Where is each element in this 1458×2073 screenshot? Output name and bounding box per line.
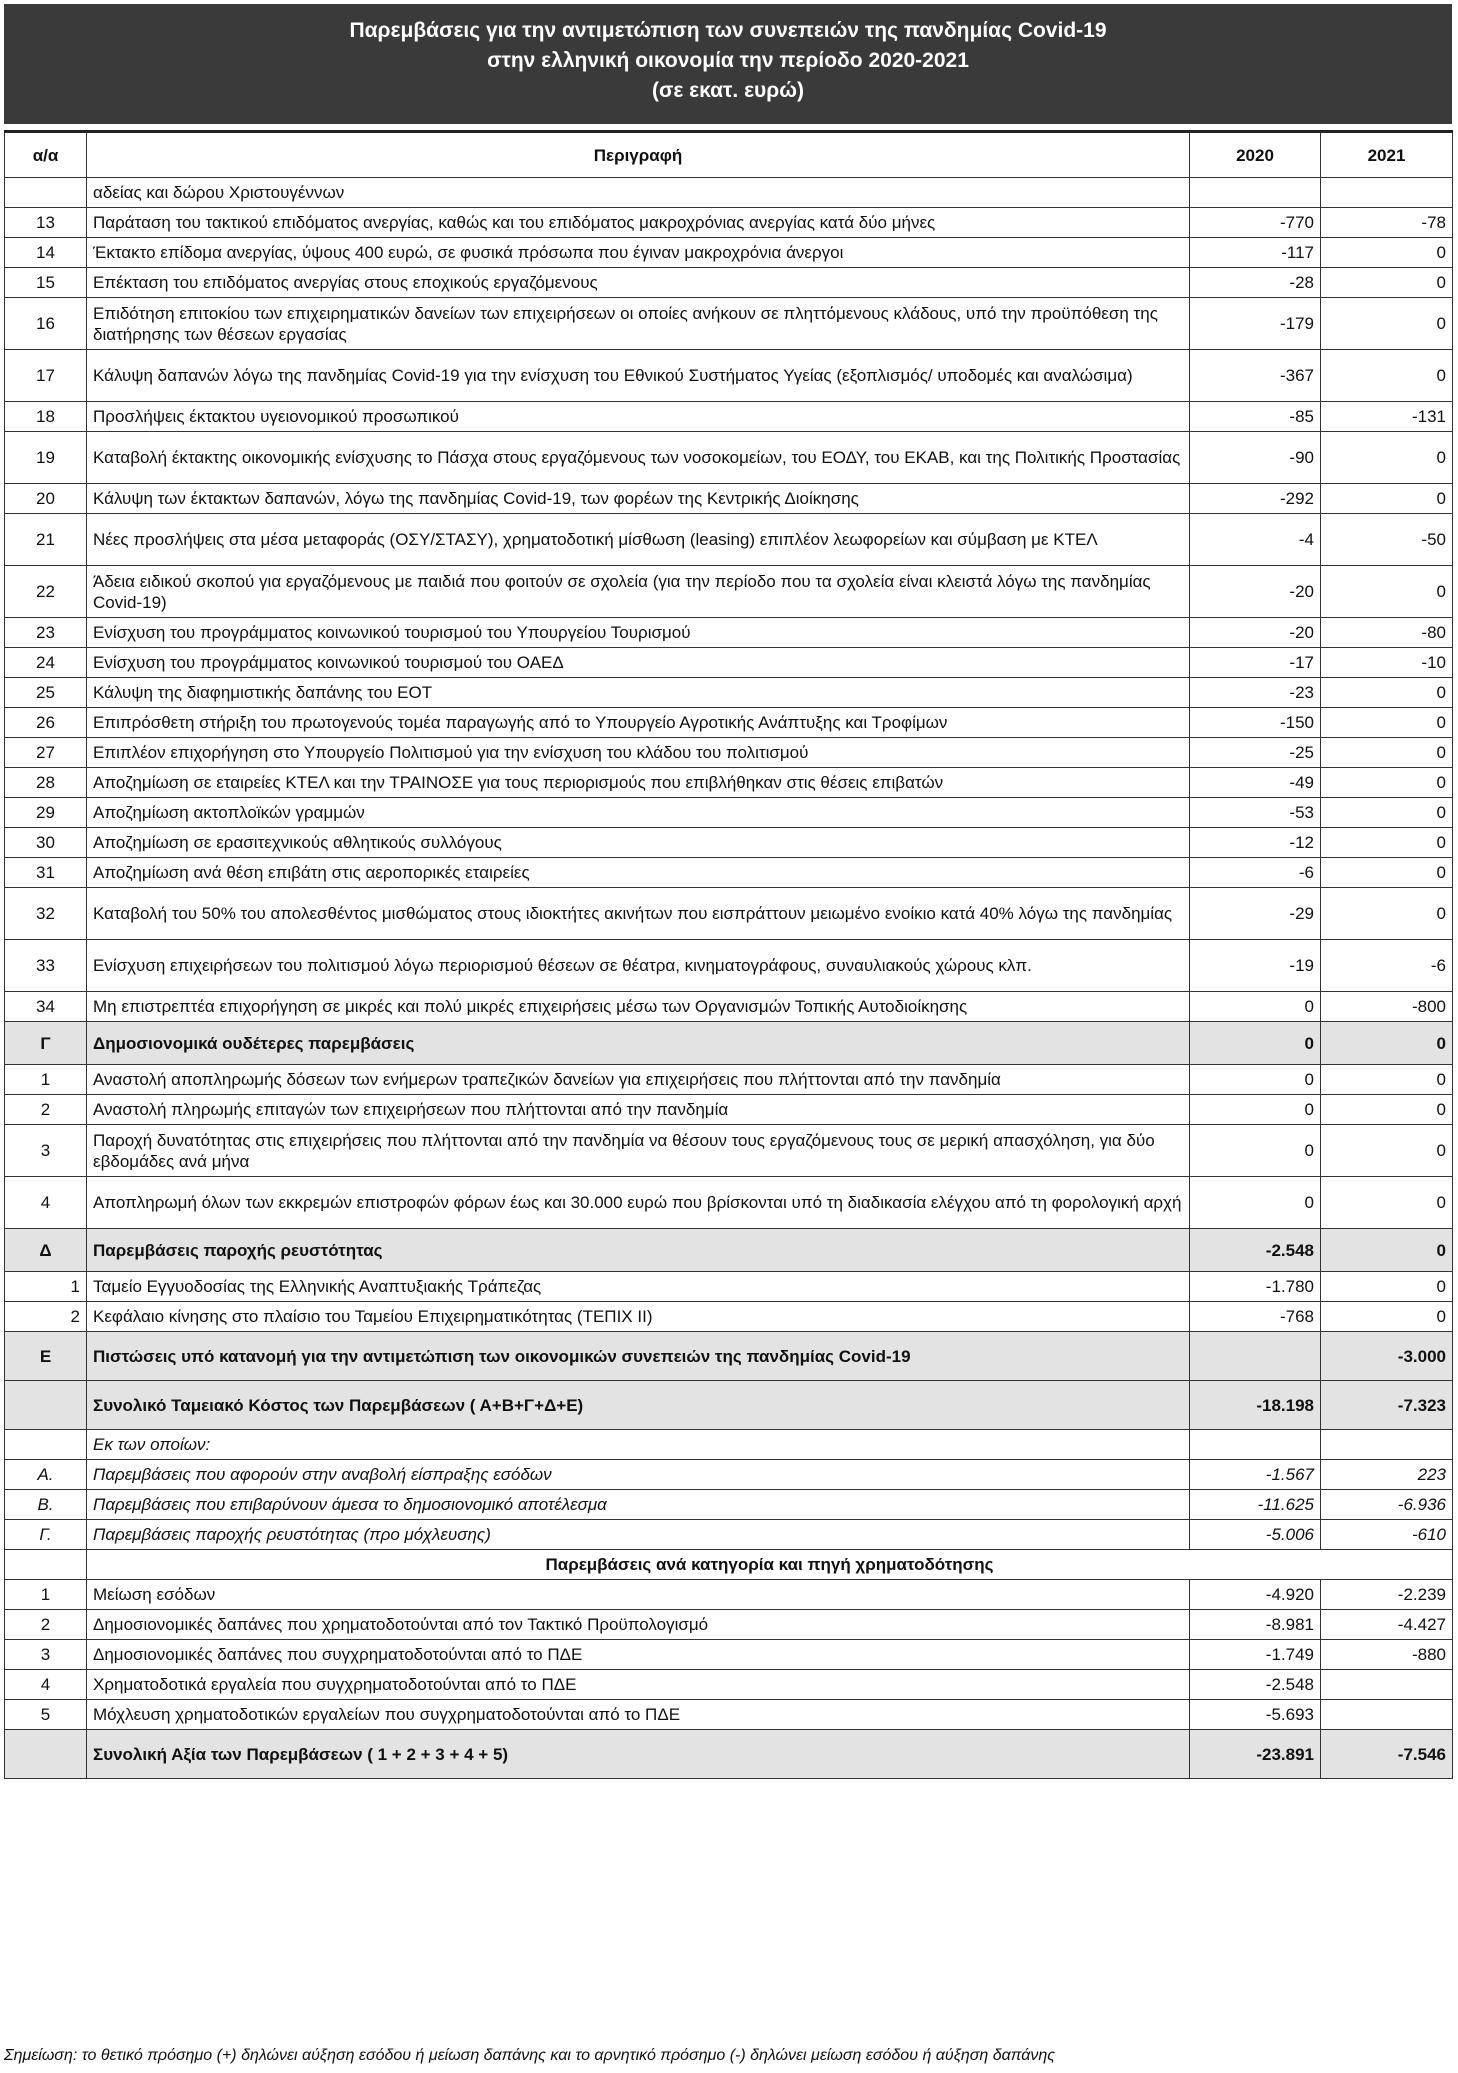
footnote: Σημείωση: το θετικό πρόσημο (+) δηλώνει αύξηση εσόδου ή μείωση δαπάνης και το αρνητικό πρόσημο (-) δηλώνει μείωση εσόδου ή αύξηση δαπάνης (4, 2047, 1055, 2064)
row-value-2021: -10 (1321, 648, 1453, 678)
row-index: 18 (5, 402, 87, 432)
row-index: Α. (5, 1460, 87, 1490)
row-value-2021: 0 (1321, 1177, 1453, 1229)
table-row (5, 940, 1453, 992)
row-value-2021: 0 (1321, 350, 1453, 402)
row-value-2020: -2.548 (1190, 1229, 1321, 1272)
row-value-2020: -53 (1190, 798, 1321, 828)
title-line-1: Παρεμβάσεις για την αντιμετώπιση των συνεπειών της πανδημίας Covid-19 (349, 19, 1107, 42)
row-value-2020: -8.981 (1190, 1610, 1321, 1640)
row-index: Γ (5, 1022, 87, 1065)
row-value-2020: -4.920 (1190, 1580, 1321, 1610)
row-index: 17 (5, 350, 87, 402)
row-description: Εκ των οποίων: (87, 1430, 1190, 1460)
row-index: 4 (5, 1670, 87, 1700)
row-description: Ταμείο Εγγυοδοσίας της Ελληνικής Αναπτυξιακής Τράπεζας (87, 1272, 1190, 1302)
table-row (5, 1640, 1453, 1670)
row-value-2020: -5.693 (1190, 1700, 1321, 1730)
row-description: Μη επιστρεπτέα επιχορήγηση σε μικρές και πολύ μικρές επιχειρήσεις μέσω των Οργανισμών Τοπικής Αυτοδιοίκησης (87, 992, 1190, 1022)
row-index: 20 (5, 484, 87, 514)
row-value-2020: -1.749 (1190, 1640, 1321, 1670)
table-row (5, 208, 1453, 238)
row-value-2021: 0 (1321, 738, 1453, 768)
row-value-2020: -367 (1190, 350, 1321, 402)
row-value-2020: -6 (1190, 858, 1321, 888)
row-index: 26 (5, 708, 87, 738)
table-row (5, 1302, 1453, 1332)
row-value-2020: -29 (1190, 888, 1321, 940)
row-index: 15 (5, 268, 87, 298)
row-value-2021 (1321, 1430, 1453, 1460)
table-row (5, 648, 1453, 678)
row-description: Επιπρόσθετη στήριξη του πρωτογενούς τομέα παραγωγής από το Υπουργείο Αγροτικής Ανάπτυξης και Τροφίμων (87, 708, 1190, 738)
table-row (5, 484, 1453, 514)
row-description: Παράταση του τακτικού επιδόματος ανεργίας, καθώς και του επιδόματος μακροχρόνιας ανεργίας κατά δύο μήνες (87, 208, 1190, 238)
table-row (5, 1520, 1453, 1550)
row-description: Μόχλευση χρηματοδοτικών εργαλείων που συγχρηματοδοτούνται από το ΠΔΕ (87, 1700, 1190, 1730)
table-row (5, 514, 1453, 566)
row-value-2020: 0 (1190, 1065, 1321, 1095)
row-index: Ε (5, 1332, 87, 1381)
row-value-2021: 0 (1321, 678, 1453, 708)
row-value-2020: -5.006 (1190, 1520, 1321, 1550)
row-value-2020: -19 (1190, 940, 1321, 992)
row-value-2020: -18.198 (1190, 1381, 1321, 1430)
row-description: Έκτακτο επίδομα ανεργίας, ύψους 400 ευρώ, σε φυσικά πρόσωπα που έγιναν μακροχρόνια άνεργοι (87, 238, 1190, 268)
col-header-2021: 2021 (1321, 132, 1453, 178)
row-value-2021: -7.546 (1321, 1730, 1453, 1779)
row-description: Αποζημίωση σε ερασιτεχνικούς αθλητικούς συλλόγους (87, 828, 1190, 858)
total-row (5, 1730, 1453, 1779)
row-index: 14 (5, 238, 87, 268)
table-row (5, 1460, 1453, 1490)
row-description: Αναστολή αποπληρωμής δόσεων των ενήμερων τραπεζικών δανείων για επιχειρήσεις που πλήττονται από την πανδημία (87, 1065, 1190, 1095)
row-description: Κάλυψη της διαφημιστικής δαπάνης του ΕΟΤ (87, 678, 1190, 708)
table-row (5, 1272, 1453, 1302)
table-row (5, 432, 1453, 484)
row-value-2021 (1321, 1700, 1453, 1730)
section-row (5, 1229, 1453, 1272)
row-description: Καταβολή έκτακτης οικονομικής ενίσχυσης το Πάσχα στους εργαζόμενους των νοσοκομείων, του ΕΟΔΥ, του ΕΚΑΒ, και της Πολιτικής Προστασίας (87, 432, 1190, 484)
row-value-2021: -880 (1321, 1640, 1453, 1670)
row-index: 19 (5, 432, 87, 484)
row-value-2020 (1190, 1430, 1321, 1460)
row-value-2020: -1.780 (1190, 1272, 1321, 1302)
row-value-2021: 0 (1321, 768, 1453, 798)
row-description: Νέες προσλήψεις στα μέσα μεταφοράς (ΟΣΥ/ΣΤΑΣΥ), χρηματοδοτική μίσθωση (leasing) επιπλέον λεωφορείων και σύμβαση με ΚΤΕΛ (87, 514, 1190, 566)
row-index: 29 (5, 798, 87, 828)
row-value-2020: -179 (1190, 298, 1321, 350)
row-index: Β. (5, 1490, 87, 1520)
row-description: Παρεμβάσεις παροχής ρευστότητας (87, 1229, 1190, 1272)
table-row (5, 708, 1453, 738)
row-value-2020: 0 (1190, 1095, 1321, 1125)
row-value-2021: -800 (1321, 992, 1453, 1022)
row-value-2021: 0 (1321, 858, 1453, 888)
row-value-2020: 0 (1190, 992, 1321, 1022)
row-description: Επιπλέον επιχορήγηση στο Υπουργείο Πολιτισμού για την ενίσχυση του κλάδου του πολιτισμού (87, 738, 1190, 768)
table-row (5, 1550, 1453, 1580)
table-row (5, 298, 1453, 350)
row-value-2021: -50 (1321, 514, 1453, 566)
section-row (5, 1022, 1453, 1065)
row-description: Παρεμβάσεις που αφορούν στην αναβολή είσπραξης εσόδων (87, 1460, 1190, 1490)
row-index: 24 (5, 648, 87, 678)
row-index: 34 (5, 992, 87, 1022)
table-row (5, 238, 1453, 268)
row-value-2020: -150 (1190, 708, 1321, 738)
row-value-2020: 0 (1190, 1177, 1321, 1229)
table-row (5, 1490, 1453, 1520)
table-row (5, 1670, 1453, 1700)
table-row (5, 402, 1453, 432)
table-row (5, 678, 1453, 708)
row-description: Αποζημίωση ανά θέση επιβάτη στις αεροπορικές εταιρείες (87, 858, 1190, 888)
row-index: 32 (5, 888, 87, 940)
row-value-2020: -1.567 (1190, 1460, 1321, 1490)
table-row (5, 992, 1453, 1022)
row-index: 4 (5, 1177, 87, 1229)
table-row (5, 618, 1453, 648)
row-index: 2 (5, 1610, 87, 1640)
row-value-2021: 0 (1321, 238, 1453, 268)
table-row (5, 1580, 1453, 1610)
row-value-2021: 0 (1321, 708, 1453, 738)
table-row (5, 1065, 1453, 1095)
table-body (5, 178, 1453, 1779)
row-index: 30 (5, 828, 87, 858)
row-index (5, 1381, 87, 1430)
row-description: Καταβολή του 50% του απολεσθέντος μισθώματος στους ιδιοκτήτες ακινήτων που εισπράττουν μειωμένο ενοίκιο κατά 40% λόγω της πανδημίας (87, 888, 1190, 940)
row-value-2021: 0 (1321, 432, 1453, 484)
table-row (5, 566, 1453, 618)
row-description: Προσλήψεις έκτακτου υγειονομικού προσωπικού (87, 402, 1190, 432)
row-index: 1 (5, 1580, 87, 1610)
row-value-2021: 0 (1321, 828, 1453, 858)
row-description: Άδεια ειδικού σκοπού για εργαζόμενους με παιδιά που φοιτούν σε σχολεία (για την περίοδο που τα σχολεία είναι κλειστά λόγω της πανδημίας Covid-19) (87, 566, 1190, 618)
row-description: Επέκταση του επιδόματος ανεργίας στους εποχικούς εργαζόμενους (87, 268, 1190, 298)
row-value-2020 (1190, 178, 1321, 208)
section-caption: Παρεμβάσεις ανά κατηγορία και πηγή χρηματοδότησης (87, 1550, 1453, 1580)
row-value-2021: 0 (1321, 1095, 1453, 1125)
row-index: 1 (5, 1272, 87, 1302)
row-description: Αναστολή πληρωμής επιταγών των επιχειρήσεων που πλήττονται από την πανδημία (87, 1095, 1190, 1125)
row-description: Παροχή δυνατότητας στις επιχειρήσεις που πλήττονται από την πανδημία να θέσουν τους εργαζόμενους τους σε μερική απασχόληση, για δύο εβδομάδες ανά μήνα (87, 1125, 1190, 1177)
row-value-2020: -117 (1190, 238, 1321, 268)
row-value-2021: -78 (1321, 208, 1453, 238)
row-description: Δημοσιονομικές δαπάνες που συγχρηματοδοτούνται από το ΠΔΕ (87, 1640, 1190, 1670)
row-description: Παρεμβάσεις που επιβαρύνουν άμεσα το δημοσιονομικό αποτέλεσμα (87, 1490, 1190, 1520)
row-value-2021: 0 (1321, 566, 1453, 618)
row-description: Αποπληρωμή όλων των εκκρεμών επιστροφών φόρων έως και 30.000 ευρώ που βρίσκονται υπό τη διαδικασία ελέγχου από τη φορολογική αρχή (87, 1177, 1190, 1229)
row-value-2021 (1321, 1670, 1453, 1700)
row-value-2021: 0 (1321, 798, 1453, 828)
row-index: Δ (5, 1229, 87, 1272)
row-value-2020: -768 (1190, 1302, 1321, 1332)
table-row (5, 1125, 1453, 1177)
row-index: 31 (5, 858, 87, 888)
row-index: Γ. (5, 1520, 87, 1550)
row-value-2020: -17 (1190, 648, 1321, 678)
row-value-2021 (1321, 178, 1453, 208)
row-description: Χρηματοδοτικά εργαλεία που συγχρηματοδοτούνται από το ΠΔΕ (87, 1670, 1190, 1700)
row-value-2020: -770 (1190, 208, 1321, 238)
row-value-2021: 0 (1321, 1022, 1453, 1065)
row-value-2021: 0 (1321, 1229, 1453, 1272)
row-value-2021: 223 (1321, 1460, 1453, 1490)
row-value-2021: 0 (1321, 1065, 1453, 1095)
table-row (5, 738, 1453, 768)
row-description: Δημοσιονομικές δαπάνες που χρηματοδοτούνται από τον Τακτικό Προϋπολογισμό (87, 1610, 1190, 1640)
row-value-2021: 0 (1321, 1272, 1453, 1302)
row-value-2020: -28 (1190, 268, 1321, 298)
section-row (5, 1381, 1453, 1430)
row-value-2020: -25 (1190, 738, 1321, 768)
row-description: Επιδότηση επιτοκίου των επιχειρηματικών δανείων των επιχειρήσεων οι οποίες ανήκουν σε πληττόμενους κλάδους, υπό την προϋπόθεση της διατήρησης των θέσεων εργασίας (87, 298, 1190, 350)
table-row (5, 178, 1453, 208)
row-description: Ενίσχυση του προγράμματος κοινωνικού τουρισμού του Υπουργείου Τουρισμού (87, 618, 1190, 648)
row-description: Μείωση εσόδων (87, 1580, 1190, 1610)
table-row (5, 828, 1453, 858)
row-index: 2 (5, 1095, 87, 1125)
row-value-2020: -2.548 (1190, 1670, 1321, 1700)
table-row (5, 1430, 1453, 1460)
table-row (5, 1700, 1453, 1730)
row-index: 16 (5, 298, 87, 350)
row-value-2021: 0 (1321, 1125, 1453, 1177)
row-value-2020: -90 (1190, 432, 1321, 484)
row-value-2021: 0 (1321, 484, 1453, 514)
row-index: 25 (5, 678, 87, 708)
row-description: Κεφάλαιο κίνησης στο πλαίσιο του Ταμείου Επιχειρηματικότητας (ΤΕΠΙΧ ΙΙ) (87, 1302, 1190, 1332)
row-description: Συνολικό Ταμειακό Κόστος των Παρεμβάσεων ( Α+Β+Γ+Δ+Ε) (87, 1381, 1190, 1430)
row-value-2021: -4.427 (1321, 1610, 1453, 1640)
row-value-2021: -610 (1321, 1520, 1453, 1550)
row-value-2021: -80 (1321, 618, 1453, 648)
row-value-2020: 0 (1190, 1022, 1321, 1065)
row-value-2021: 0 (1321, 888, 1453, 940)
row-index: 3 (5, 1125, 87, 1177)
row-value-2020: -12 (1190, 828, 1321, 858)
row-index: 13 (5, 208, 87, 238)
row-index: 33 (5, 940, 87, 992)
row-description: Κάλυψη των έκτακτων δαπανών, λόγω της πανδημίας Covid-19, των φορέων της Κεντρικής Διοίκησης (87, 484, 1190, 514)
row-index: 23 (5, 618, 87, 648)
row-value-2020: -11.625 (1190, 1490, 1321, 1520)
row-value-2020: -23 (1190, 678, 1321, 708)
row-index: 28 (5, 768, 87, 798)
section-row (5, 1332, 1453, 1381)
interventions-table (4, 130, 1453, 1779)
col-header-index: α/α (5, 132, 87, 178)
row-value-2020 (1190, 1332, 1321, 1381)
row-description: Αποζημίωση σε εταιρείες ΚΤΕΛ και την ΤΡΑΙΝΟΣΕ για τους περιορισμούς που επιβλήθηκαν στις θέσεις επιβατών (87, 768, 1190, 798)
row-value-2021: 0 (1321, 1302, 1453, 1332)
row-value-2020: -4 (1190, 514, 1321, 566)
table-row (5, 768, 1453, 798)
row-index: 5 (5, 1700, 87, 1730)
row-index (5, 1730, 87, 1779)
row-index: 3 (5, 1640, 87, 1670)
table-row (5, 888, 1453, 940)
title-line-3: (σε εκατ. ευρώ) (651, 79, 804, 102)
row-description: Δημοσιονομικά ουδέτερες παρεμβάσεις (87, 1022, 1190, 1065)
row-value-2021: -6.936 (1321, 1490, 1453, 1520)
row-description: Ενίσχυση του προγράμματος κοινωνικού τουρισμού του ΟΑΕΔ (87, 648, 1190, 678)
table-row (5, 1095, 1453, 1125)
row-index: 22 (5, 566, 87, 618)
row-index (5, 1550, 87, 1580)
row-value-2020: -85 (1190, 402, 1321, 432)
col-header-description: Περιγραφή (87, 132, 1190, 178)
row-value-2020: -20 (1190, 618, 1321, 648)
table-row (5, 858, 1453, 888)
row-description: Πιστώσεις υπό κατανομή για την αντιμετώπιση των οικονομικών συνεπειών της πανδημίας Covid-19 (87, 1332, 1190, 1381)
row-value-2021: 0 (1321, 298, 1453, 350)
col-header-2020: 2020 (1190, 132, 1321, 178)
row-value-2021: -6 (1321, 940, 1453, 992)
row-value-2021: -2.239 (1321, 1580, 1453, 1610)
row-index: 21 (5, 514, 87, 566)
row-description: Αποζημίωση ακτοπλοϊκών γραμμών (87, 798, 1190, 828)
row-value-2021: -7.323 (1321, 1381, 1453, 1430)
row-index: 27 (5, 738, 87, 768)
row-value-2021: -3.000 (1321, 1332, 1453, 1381)
row-description: Ενίσχυση επιχειρήσεων του πολιτισμού λόγω περιορισμού θέσεων σε θέατρα, κινηματογράφους, συναυλιακούς χώρους κλπ. (87, 940, 1190, 992)
table-title (4, 4, 1452, 124)
table-row (5, 1177, 1453, 1229)
table-row (5, 268, 1453, 298)
row-value-2020: 0 (1190, 1125, 1321, 1177)
title-line-2: στην ελληνική οικονομία την περίοδο 2020-2021 (487, 49, 969, 72)
row-value-2020: -292 (1190, 484, 1321, 514)
row-description: Κάλυψη δαπανών λόγω της πανδημίας Covid-19 για την ενίσχυση του Εθνικού Συστήματος Υγείας (εξοπλισμός/ υποδομές και αναλώσιμα) (87, 350, 1190, 402)
row-index (5, 1430, 87, 1460)
row-value-2021: -131 (1321, 402, 1453, 432)
row-description: Συνολική Αξία των Παρεμβάσεων ( 1 + 2 + 3 + 4 + 5) (87, 1730, 1190, 1779)
header-row (5, 132, 1453, 178)
row-value-2021: 0 (1321, 268, 1453, 298)
table-row (5, 1610, 1453, 1640)
row-index (5, 178, 87, 208)
table-row (5, 798, 1453, 828)
row-index: 2 (5, 1302, 87, 1332)
table-row (5, 350, 1453, 402)
row-description: αδείας και δώρου Χριστουγέννων (87, 178, 1190, 208)
row-value-2020: -20 (1190, 566, 1321, 618)
row-value-2020: -49 (1190, 768, 1321, 798)
row-description: Παρεμβάσεις παροχής ρευστότητας (προ μόχλευσης) (87, 1520, 1190, 1550)
row-value-2020: -23.891 (1190, 1730, 1321, 1779)
row-index: 1 (5, 1065, 87, 1095)
